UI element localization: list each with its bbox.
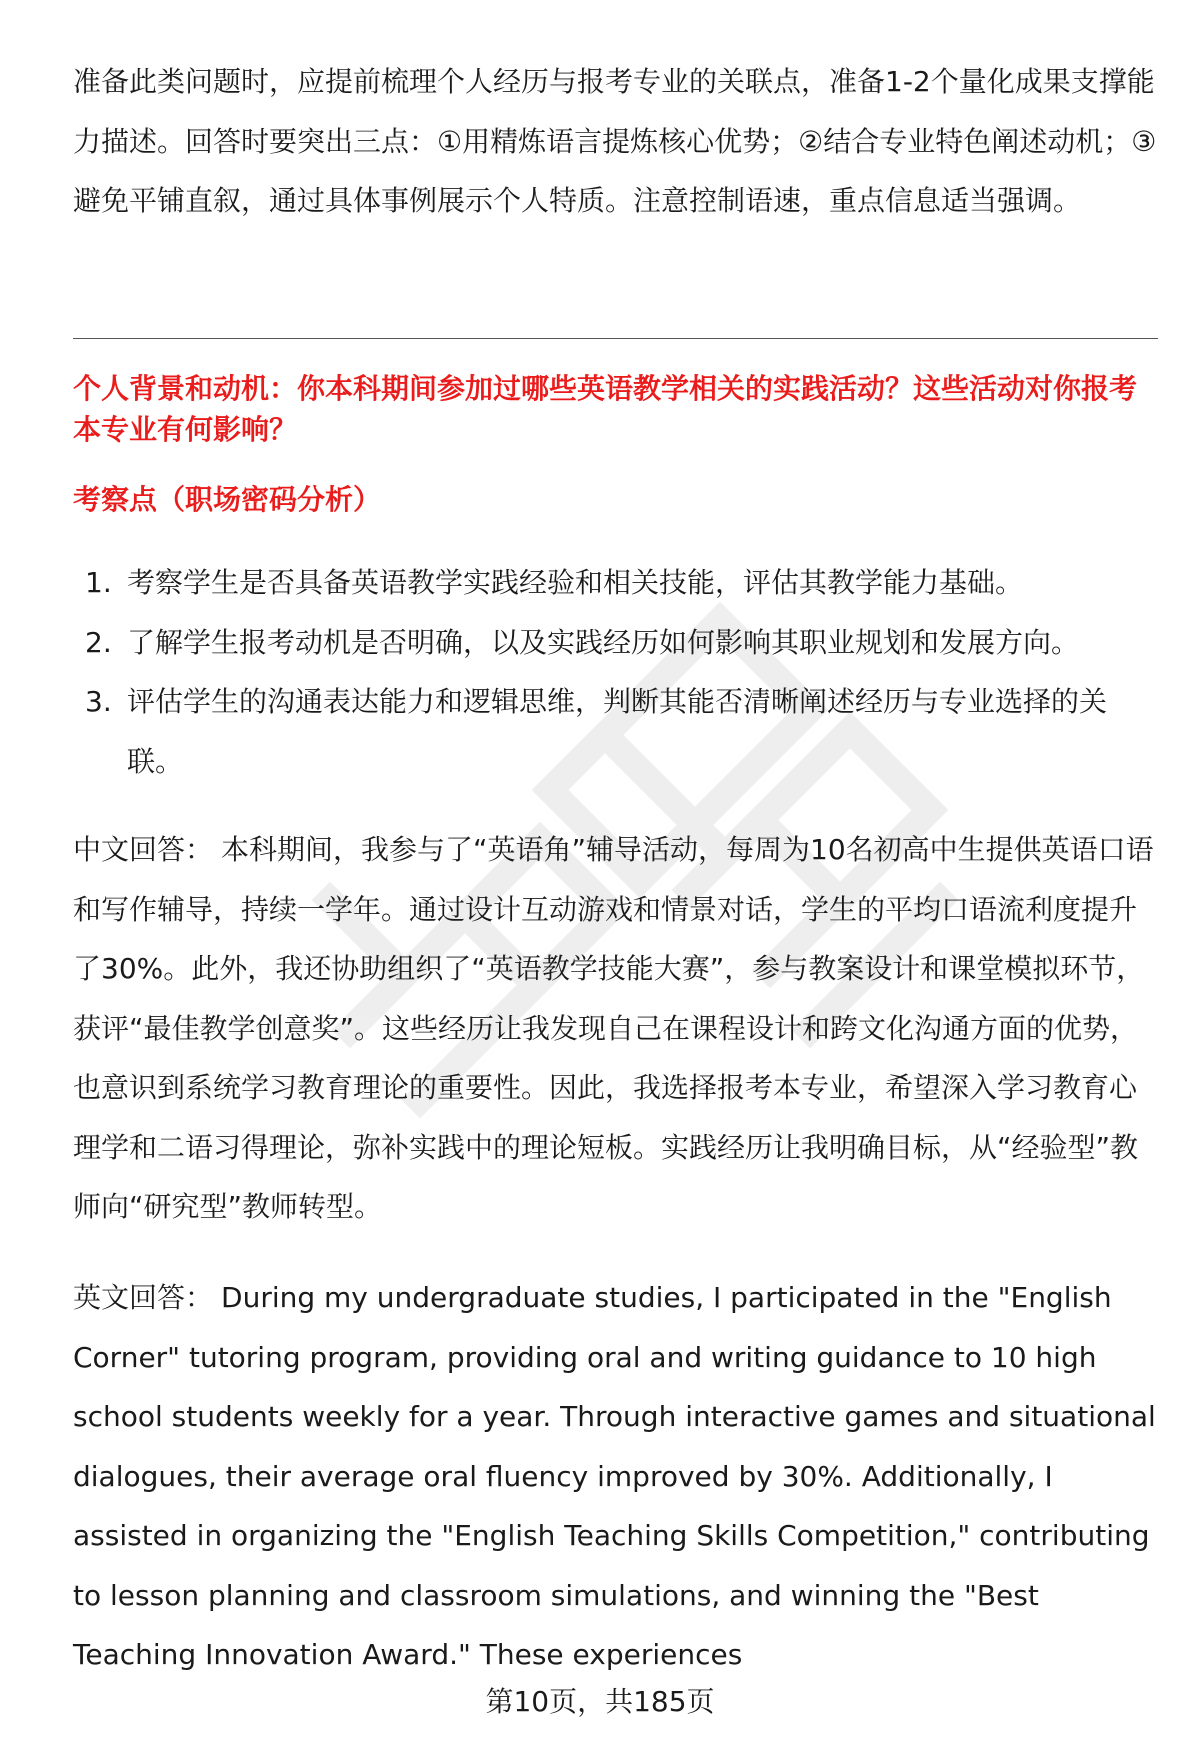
- list-item: [73, 672, 1158, 791]
- list-item-text: 考察学生是否具备英语教学实践经验和相关技能，评估其教学能力基础。: [127, 566, 1024, 599]
- page-number-footer: 第10页，共185页: [485, 1685, 715, 1718]
- english-answer-paragraph: [73, 1268, 1158, 1685]
- list-item-text: 了解学生报考动机是否明确，以及实践经历如何影响其职业规划和发展方向。: [127, 625, 1080, 659]
- intro-paragraph: 准备此类问题时，应提前梳理个人经历与报考专业的关联点，准备1-2个量化成果支撑能力描述。回答时要突出三点：①用精炼语言提炼核心优势；②结合专业特色阐述动机；③避免平铺直叙，通过具体事例展示个人特质。注意控制语速，重点信息适当强调。: [73, 65, 1157, 217]
- exam-points-list: [73, 553, 1158, 791]
- exam-points-heading: 考察点（职场密码分析）: [73, 483, 382, 516]
- chinese-answer-label: 中文回答：: [73, 833, 214, 866]
- list-item: [73, 553, 1158, 613]
- chinese-answer-paragraph: [73, 820, 1158, 1237]
- english-answer-text: During my undergraduate studies, I participated in the "English Corner" tutoring program, providing oral and writing guidance to 10 high school students weekly for a year. Through interactive games and situational dialogues, their average oral fluency improved by 30%. Additionally, I assisted in organizing the "English Teaching Skills Competition," contributing to lesson planning and classroom simulations, and winning the "Best Teaching Innovation Award." These experiences: [73, 1281, 1156, 1671]
- list-item-text: 评估学生的沟通表达能力和逻辑思维，判断其能否清晰阐述经历与专业选择的关联。: [127, 685, 1108, 778]
- english-answer-label: 英文回答：: [73, 1281, 214, 1314]
- chinese-answer-text: 本科期间，我参与了“英语角”辅导活动，每周为10名初高中生提供英语口语和写作辅导，持续一学年。通过设计互动游戏和情景对话，学生的平均口语流利度提升了30%。此外，我还协助组织了“英语教学技能大赛”，参与教案设计和课堂模拟环节，获评“最佳教学创意奖”。这些经历让我发现自己在课程设计和跨文化沟通方面的优势，也意识到系统学习教育理论的重要性。因此，我选择报考本专业，希望深入学习教育心理学和二语习得理论，弥补实践中的理论短板。实践经历让我明确目标，从“经验型”教师向“研究型”教师转型。: [73, 833, 1154, 1223]
- question-heading: 个人背景和动机：你本科期间参加过哪些英语教学相关的实践活动？这些活动对你报考本专业有何影响？: [73, 372, 1138, 446]
- list-item-number: 2.: [85, 625, 112, 659]
- list-item: [73, 613, 1158, 673]
- list-item-number: 1.: [85, 566, 112, 599]
- section-divider: [73, 338, 1158, 339]
- list-item-number: 3.: [85, 685, 112, 718]
